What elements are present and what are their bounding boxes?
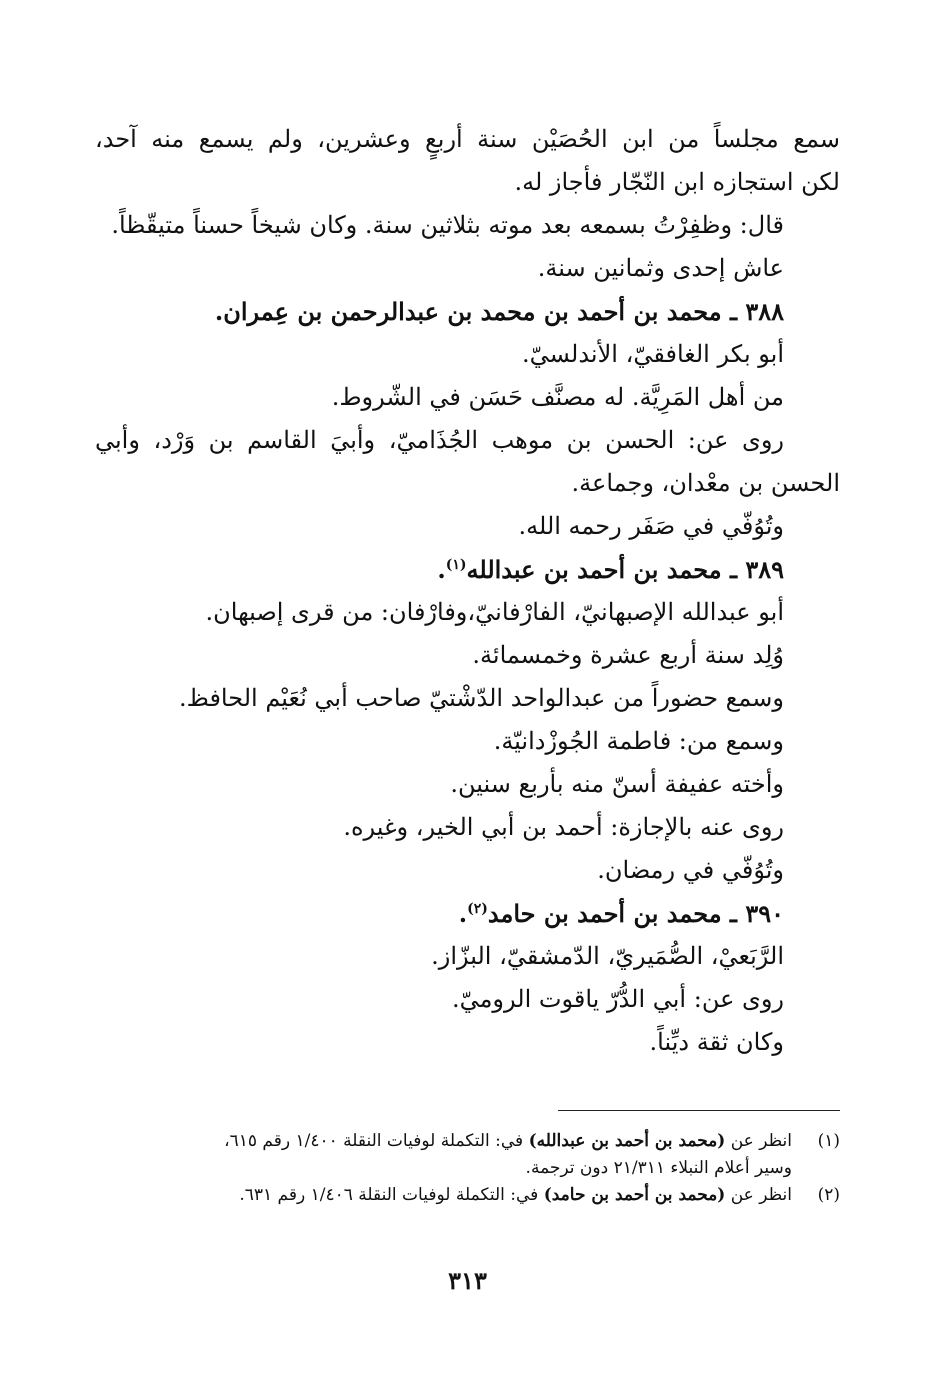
line-text: وأخته عفيفة أسنّ منه بأربع سنين. (450, 770, 784, 798)
line-punct: . (437, 555, 446, 584)
line-text: وتُوُفّي في صَفَر رحمه الله. (518, 512, 784, 540)
text-line (95, 376, 840, 419)
footnote-lead: انظر عن (725, 1131, 792, 1151)
line-text: روى عن: الحسن بن موهب الجُذَاميّ، وأبيَ القاسم بن وَرْد، وأبي (95, 426, 785, 454)
line-text: قال: وظفِرْتُ بسمعه بعد موته بثلاثين سنة. وكان شيخاً حسناً متيقّظاً. (111, 211, 784, 239)
text-line (95, 505, 840, 548)
text-line (95, 935, 840, 978)
line-text: وسمع من: فاطمة الجُوزْدانيّة. (493, 727, 784, 755)
line-text: وُلِد سنة أربع عشرة وخمسمائة. (472, 641, 784, 669)
footnote-separator (558, 1110, 840, 1111)
footnote-number: (٢) (817, 1185, 840, 1205)
footnote-lead: انظر عن (725, 1185, 792, 1205)
text-line (95, 978, 840, 1021)
text-line (95, 204, 840, 247)
line-text: أبو بكر الغافقيّ، الأندلسيّ. (521, 340, 784, 368)
footnote-bold: (محمد بن أحمد بن حامد) (543, 1185, 726, 1205)
entry-heading (95, 548, 840, 591)
footnote (110, 1128, 840, 1182)
line-text: أبو عبدالله الإصبهانيّ، الفارْفانيّ،وفارْفان: من قرى إصبهان. (205, 598, 784, 626)
entry-heading (95, 290, 840, 333)
line-text: روى عن: أبي الدُّرّ ياقوت الروميّ. (451, 985, 784, 1013)
footnote-text (110, 1128, 792, 1182)
text-line (95, 634, 840, 677)
main-text (95, 118, 840, 1064)
footnote-cont: وسير أعلام النبلاء ٢١/٣١١ دون ترجمة. (525, 1158, 792, 1178)
footnote-ref: (١) (445, 557, 467, 573)
text-line (95, 806, 840, 849)
entry-heading (95, 892, 840, 935)
line-text: ٣٨٩ ـ محمد بن أحمد بن عبدالله (466, 555, 784, 584)
text-line (95, 849, 840, 892)
footnote-bold: (محمد بن أحمد بن عبدالله) (528, 1131, 726, 1151)
line-text: سمع مجلساً من ابن الحُصَيْن سنة أربعٍ وعشرين، ولم يسمع منه آحد، (95, 125, 841, 153)
line-text: لكن استجازه ابن النّجّار فأجاز له. (514, 168, 840, 196)
line-text: الحسن بن معْدان، وجماعة. (571, 469, 840, 497)
text-line (95, 462, 840, 505)
footnote-rest: في: التكملة لوفيات النقلة ١/٤٠٦ رقم ٦٣١. (239, 1185, 544, 1205)
line-text: وسمع حضوراً من عبدالواحد الدّشْتيّ صاحب أبي نُعَيْم الحافظ. (179, 684, 784, 712)
footnotes (110, 1128, 840, 1209)
footnote-text (110, 1182, 792, 1209)
text-line (95, 419, 840, 462)
line-text: وكان ثقة ديِّناً. (649, 1028, 784, 1056)
text-line (95, 333, 840, 376)
line-punct: . (458, 899, 468, 928)
line-text: روى عنه بالإجازة: أحمد بن أبي الخير، وغيره. (343, 813, 784, 841)
line-text: ٣٩٠ ـ محمد بن أحمد بن حامد (487, 899, 784, 928)
text-line (95, 720, 840, 763)
line-text: الرَّبَعيْ، الصُّمَيريّ، الدّمشقيّ، البزّاز. (431, 942, 784, 970)
text-line (95, 247, 840, 290)
footnote-rest: في: التكملة لوفيات النقلة ١/٤٠٠ رقم ٦١٥، (224, 1131, 529, 1151)
text-line (95, 161, 840, 204)
text-line (95, 763, 840, 806)
page-number: ٣١٣ (448, 1266, 487, 1295)
line-text: وتُوُفّي في رمضان. (597, 856, 784, 884)
line-text: عاش إحدى وثمانين سنة. (537, 254, 784, 282)
footnote (110, 1182, 840, 1209)
footnote-ref: (٢) (467, 901, 488, 917)
text-line (95, 1021, 840, 1064)
text-line (95, 677, 840, 720)
text-line (95, 118, 840, 161)
footnote-number: (١) (817, 1131, 840, 1151)
text-line (95, 591, 840, 634)
line-text: من أهل المَرِيَّة. له مصنَّف حَسَن في الشّروط. (331, 383, 784, 411)
line-text: ٣٨٨ ـ محمد بن أحمد بن محمد بن عبدالرحمن بن عِمران. (214, 297, 784, 326)
